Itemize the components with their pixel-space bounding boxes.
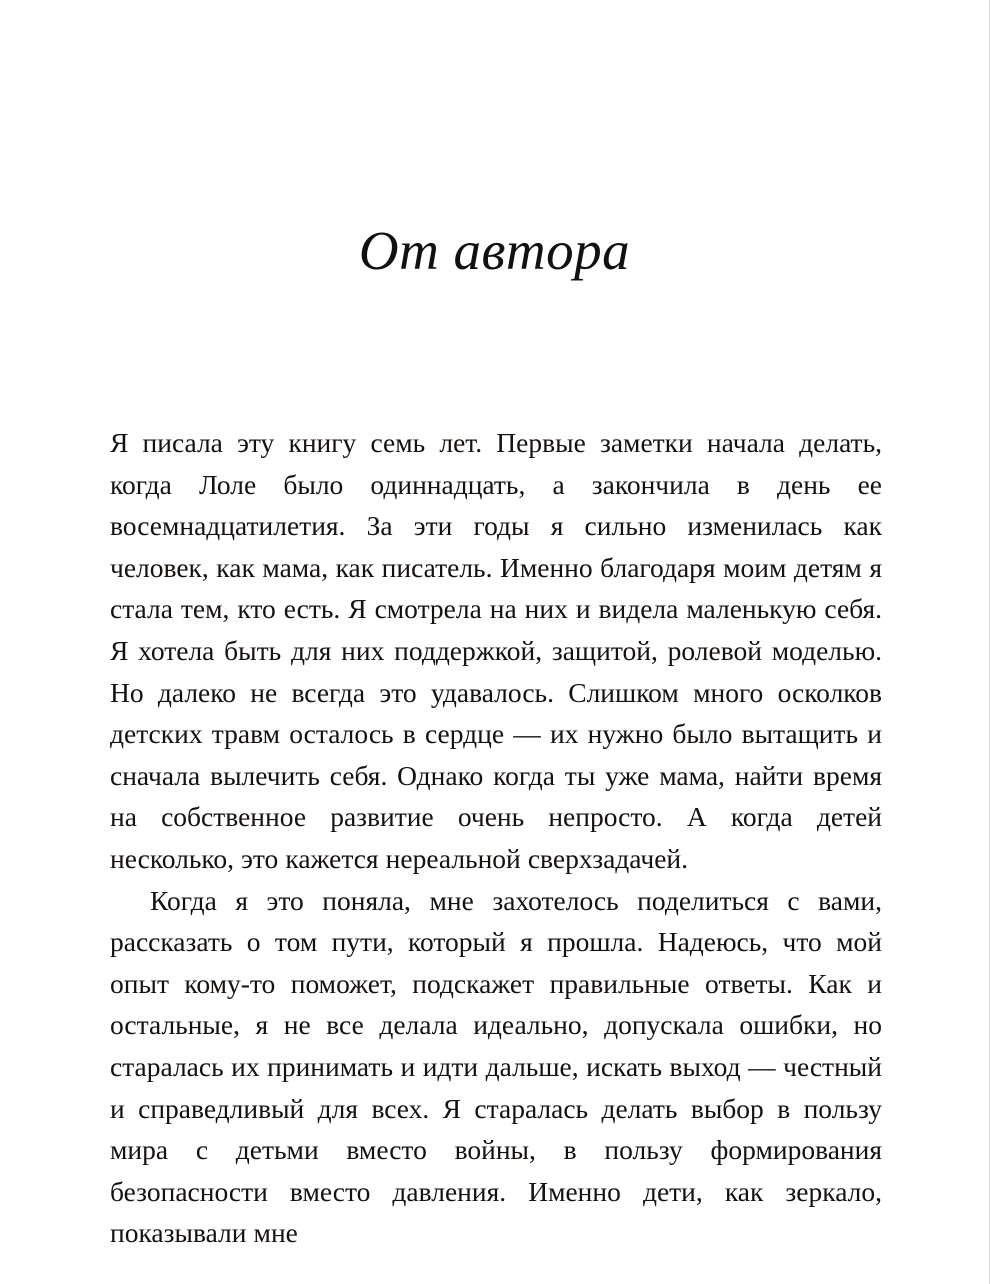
paragraph-1: Я писала эту книгу семь лет. Первые заметки начала делать, когда Лоле было одиннадцать, а закончила в день ее восемнадцатилетия. За эти годы я сильно изменилась как человек, как мама, как писатель. Именно благодаря моим детям я стала тем, кто есть. Я смотрела на них и видела маленькую себя. Я хотела быть для них поддержкой, защитой, ролевой моделью. Но далеко не всегда это удавалось. Слишком много осколков детских травм осталось в сердце — их нужно было вытащить и сначала вылечить себя. Однако когда ты уже мама, найти время на собственное развитие очень непросто. А когда детей несколько, это кажется нереальной сверхзадачей. — [110, 427, 882, 874]
page-title: От автора — [358, 219, 631, 281]
paragraph-2: Когда я это поняла, мне захотелось поделиться с вами, рассказать о том пути, который я прошла. Надеюсь, что мой опыт кому-то поможет, подскажет правильные ответы. Как и остальные, я не все делала идеально, допускала ошибки, но старалась их принимать и идти дальше, искать выход — честный и справедливый для всех. Я старалась делать выбор в пользу мира с детьми вместо войны, в пользу формирования безопасности вместо давления. Именно дети, как зеркало, показывали мне — [110, 884, 882, 1249]
body-text — [110, 422, 882, 1254]
